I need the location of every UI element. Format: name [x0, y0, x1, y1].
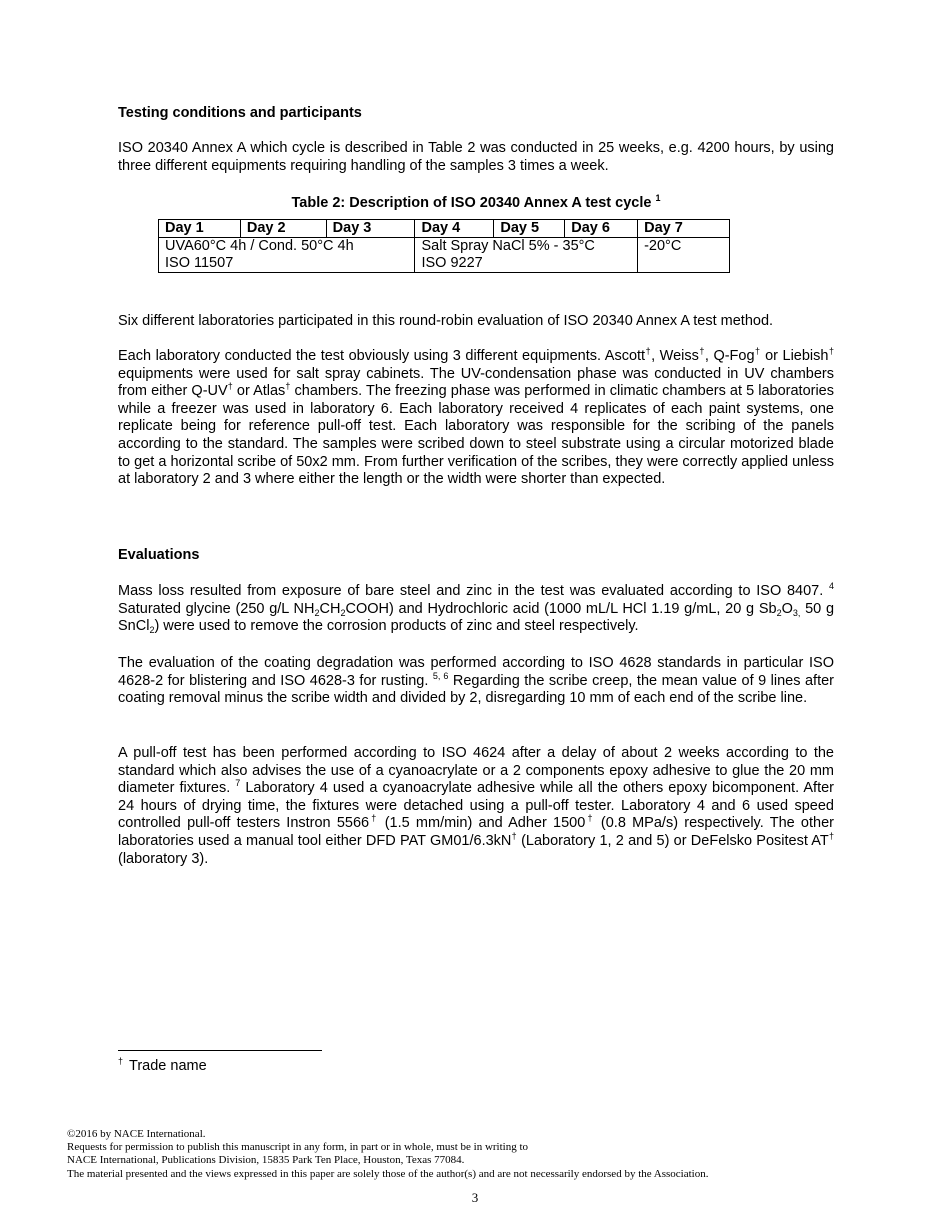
test-cycle-table — [158, 219, 730, 273]
header-day-2: Day 2 — [240, 220, 326, 238]
text-run: (1.5 mm/min) and Adher 1500 — [378, 815, 586, 832]
reference-mark: 7 — [235, 778, 241, 789]
dagger-mark: † — [585, 813, 595, 824]
header-day-4: Day 4 — [415, 220, 494, 238]
copyright-footer — [67, 1128, 887, 1181]
dagger-mark: † — [698, 346, 705, 356]
paragraph-text — [118, 655, 834, 708]
uv-line-2: ISO 11507 — [165, 255, 234, 271]
text-run: The evaluation of the coating degradation was performed according to ISO 4628 standards in particular ISO 4628-2 for blistering and ISO 4628-3 for rusting. — [118, 655, 834, 689]
text-run: Regarding the scribe creep, the mean value of 9 lines after coating removal minus the scribe width and divided by 2, disregarding 10 mm of each end of the scribe line. — [118, 672, 834, 707]
text-run: A pull-off test has been performed according to ISO 4624 after a delay of about 2 weeks according to the standard which also advises the use of a cyanoacrylate or a 2 components epoxy adhesive to glue the 20 mm diameter fixtures. — [118, 745, 834, 797]
dagger-mark: † — [511, 830, 517, 841]
paragraph-text — [118, 348, 834, 489]
subscript: 2 — [314, 607, 320, 618]
text-run: (laboratory 3). — [118, 850, 209, 867]
freeze-cell: -20°C — [638, 238, 730, 273]
paragraph-coating-degradation — [118, 655, 834, 708]
text-run: equipments were used for salt spray cabinets. The UV-condensation phase was conducted in UV chambers from either Q-UV — [118, 365, 834, 400]
header-day-1: Day 1 — [159, 220, 241, 238]
footnote-text: Trade name — [129, 1058, 207, 1074]
text-run: , Weiss — [651, 348, 699, 364]
table-header-row — [159, 220, 730, 238]
text-run: Laboratory 4 used a cyanoacrylate adhesive while all the others epoxy bicomponent. After 24 hours of drying time, the fixtures were detached using a pull-off tester. Laboratory 4 and 6 used speed controlled pull-off testers Instron 5566 — [118, 780, 834, 832]
footer-line: NACE International, Publications Division, 15835 Park Ten Place, Houston, Texas 77084. — [67, 1154, 465, 1167]
dagger-mark: † — [118, 1056, 124, 1066]
text-run: COOH) and Hydrochloric acid (1000 mL/L HCl 1.19 g/mL, 20 g Sb — [345, 600, 777, 617]
section-heading-evaluations — [118, 546, 834, 564]
footer-line: Requests for permission to publish this manuscript in any form, in part or in whole, must be in writing to — [67, 1141, 529, 1154]
text-run: 50 g SnCl — [118, 600, 835, 635]
subscript: 2 — [340, 607, 346, 618]
uv-condensation-cell — [159, 238, 415, 273]
paragraph-pull-off — [118, 745, 834, 868]
dagger-mark: † — [828, 830, 834, 841]
text-run: (0.8 MPa/s) respectively. The other laboratories used a manual tool either DFD PAT GM01/6.3kN — [118, 815, 834, 849]
header-day-5: Day 5 — [494, 220, 565, 238]
page-number: 3 — [471, 1190, 479, 1205]
text-run: or Atlas — [232, 383, 286, 400]
header-day-7: Day 7 — [638, 220, 730, 238]
paragraph-equipment — [118, 348, 834, 489]
text-run: O — [781, 600, 793, 617]
paragraph-mass-loss — [118, 583, 834, 636]
heading-text: Testing conditions and participants — [118, 105, 362, 121]
text-run: Saturated glycine (250 g/L NH — [118, 600, 315, 617]
dagger-mark: † — [828, 346, 834, 356]
dagger-mark: † — [227, 381, 233, 392]
uv-line-1: UVA60°C 4h / Cond. 50°C 4h — [165, 238, 354, 254]
paragraph-intro — [118, 140, 834, 175]
subscript: 3, — [792, 607, 801, 618]
paragraph-text — [118, 583, 834, 636]
paragraph-text — [118, 745, 834, 868]
header-day-6: Day 6 — [565, 220, 638, 238]
paragraph-text: ISO 20340 Annex A which cycle is described in Table 2 was conducted in 25 weeks, e.g. 4200 hours, by using three different equipments requiring handling of the samples 3 times a week. — [118, 140, 834, 174]
paragraph-text: Six different laboratories participated in this round-robin evaluation of ISO 20340 Annex A test method. — [118, 313, 774, 329]
heading-text: Evaluations — [118, 547, 200, 563]
text-run: CH — [319, 600, 341, 617]
dagger-mark: † — [369, 813, 379, 824]
text-run: ) were used to remove the corrosion products of zinc and steel respectively. — [154, 618, 639, 635]
footnote — [118, 1058, 207, 1075]
table-row — [159, 238, 730, 273]
footer-line: The material presented and the views expressed in this paper are solely those of the author(s) and are not necessarily endorsed by the Association. — [67, 1167, 709, 1180]
salt-spray-cell — [415, 238, 638, 273]
reference-mark: 5, 6 — [432, 670, 449, 681]
caption-reference: 1 — [655, 193, 661, 203]
section-heading-testing — [118, 104, 834, 122]
paragraph-laboratories — [118, 313, 834, 331]
footer-line: ©2016 by NACE International. — [67, 1128, 206, 1140]
footnote-rule — [118, 1050, 322, 1051]
text-run: Each laboratory conducted the test obviously using 3 different equipments. Ascott — [118, 348, 646, 364]
header-day-3: Day 3 — [326, 220, 415, 238]
text-run: chambers. The freezing phase was performed in climatic chambers at 5 laboratories while a freezer was used in laboratory 6. Each laboratory received 4 replicates of each paint systems, one replicate being for reference pull-off test. Each laboratory was responsible for the scribing of the panels according to the standard. The samples were scribed down to steel substrate using a circular motorized blade to get a horizontal scribe of 50x2 mm. From further verification of the scribes, they were correctly applied unless at laboratory 2 and 3 where either the length or the width were shorter than expected. — [118, 383, 834, 488]
text-run: Mass loss resulted from exposure of bare steel and zinc in the test was evaluated according to ISO 8407. — [118, 583, 824, 599]
caption-text: Table 2: Description of ISO 20340 Annex A test cycle — [291, 195, 652, 211]
subscript: 2 — [149, 625, 155, 636]
dagger-mark: † — [285, 381, 291, 392]
text-run: , Q-Fog — [704, 348, 755, 364]
dagger-mark: † — [645, 346, 652, 356]
text-run: (Laboratory 1, 2 and 5) or DeFelsko Positest AT — [516, 832, 829, 849]
salt-line-2: ISO 9227 — [421, 255, 483, 271]
text-run: or Liebish — [760, 348, 829, 364]
dagger-mark: † — [754, 346, 761, 356]
subscript: 2 — [776, 607, 782, 618]
reference-mark: 4 — [828, 581, 834, 591]
salt-line-1: Salt Spray NaCl 5% - 35°C — [421, 238, 595, 254]
table-caption — [118, 194, 834, 212]
